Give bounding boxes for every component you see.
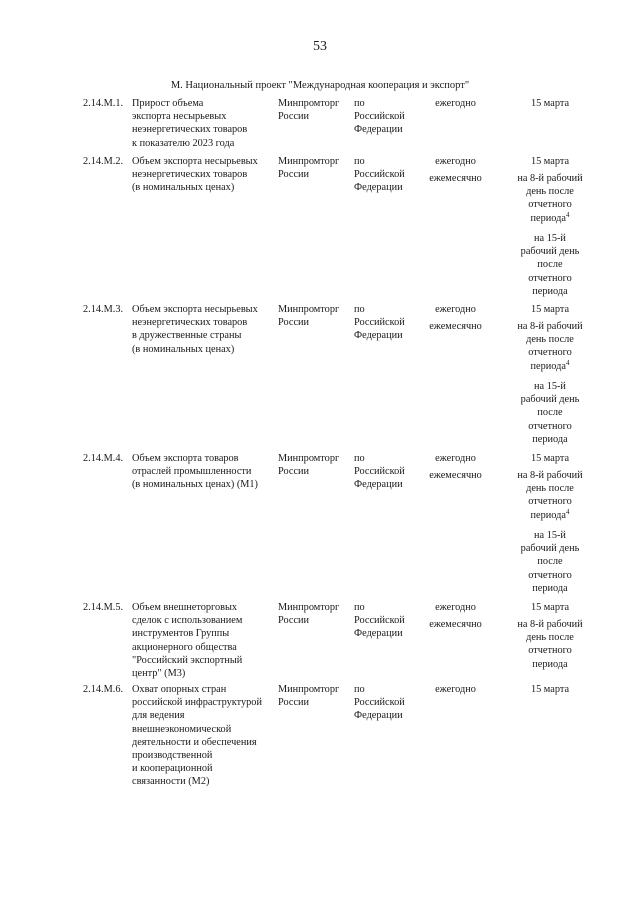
submission-deadline-line: 15 марта xyxy=(530,453,570,464)
submission-deadline-line: после xyxy=(537,259,563,271)
submission-deadline-line: 15 марта xyxy=(530,684,570,695)
submission-deadline-line: 15 марта xyxy=(530,156,570,167)
submission-deadline-line: 15 марта xyxy=(530,602,570,613)
reporting-frequency: ежегодно xyxy=(435,156,476,167)
submission-deadline xyxy=(487,303,613,316)
geographic-level-line: Федерации xyxy=(354,124,403,136)
indicator-name-line: Объем экспорта несырьевых xyxy=(132,304,258,315)
indicator-name xyxy=(132,452,274,492)
reporting-frequency xyxy=(424,232,487,298)
indicator-name-line: Объем экспорта товаров xyxy=(132,453,239,464)
submission-deadline-line: день после xyxy=(526,334,574,346)
responsible-agency-line: Минпромторг xyxy=(278,602,340,613)
submission-deadline-line: периода xyxy=(532,285,568,297)
geographic-level xyxy=(354,155,424,195)
submission-deadline-line: день после xyxy=(526,186,574,198)
submission-deadline-line: после xyxy=(537,556,563,568)
submission-deadline xyxy=(487,320,613,373)
submission-deadline-line: отчетного xyxy=(528,272,572,284)
submission-deadline xyxy=(487,232,613,298)
indicator-name-line: неэнергетических товаров xyxy=(132,317,248,329)
indicator-name-line: Объем внешнеторговых xyxy=(132,602,238,613)
indicator-name-line: (в номинальных ценах) xyxy=(132,343,235,355)
responsible-agency-line: Минпромторг xyxy=(278,156,340,167)
indicator-name-line: акционерного общества xyxy=(132,641,237,653)
responsible-agency-line: Минпромторг xyxy=(278,98,340,109)
footnote-marker: 4 xyxy=(565,210,570,219)
geographic-level-line: по xyxy=(354,453,365,464)
indicator-code: 2.14.М.4. xyxy=(83,453,124,464)
submission-deadline-line: периода xyxy=(532,582,568,594)
responsible-agency-line: России xyxy=(278,466,310,478)
reporting-period xyxy=(424,303,613,316)
reporting-frequency: ежегодно xyxy=(435,602,476,613)
submission-deadline-line: отчетного xyxy=(528,420,572,432)
geographic-level-line: Федерации xyxy=(354,182,403,194)
indicator-name xyxy=(132,601,274,680)
reporting-period xyxy=(424,320,613,373)
submission-deadline xyxy=(487,469,613,522)
submission-deadline-line: 15 марта xyxy=(530,304,570,315)
submission-deadline-line: на 8-й рабочий xyxy=(517,173,583,184)
responsible-agency-line: России xyxy=(278,697,310,709)
reporting-period xyxy=(424,601,613,614)
reporting-period xyxy=(424,618,613,671)
responsible-agency xyxy=(278,452,350,478)
geographic-level xyxy=(354,683,424,723)
indicator-name-line: для ведения xyxy=(132,710,185,722)
responsible-agency-line: России xyxy=(278,317,310,329)
reporting-period xyxy=(424,683,613,696)
responsible-agency-line: Минпромторг xyxy=(278,684,340,695)
submission-deadline xyxy=(487,380,613,446)
responsible-agency xyxy=(278,303,350,329)
footnote-marker: 4 xyxy=(565,507,570,516)
geographic-level xyxy=(354,97,424,137)
submission-deadline-line: на 15-й xyxy=(534,530,566,541)
submission-deadline xyxy=(487,97,613,110)
submission-deadline-line: отчетного xyxy=(528,496,572,508)
footnote-marker: 4 xyxy=(565,358,570,367)
geographic-level-line: Российской xyxy=(354,169,405,181)
indicator-name xyxy=(132,155,274,195)
submission-deadline xyxy=(487,155,613,168)
indicator-code: 2.14.М.1. xyxy=(83,98,124,109)
submission-deadline-line: 15 марта xyxy=(530,98,570,109)
section-heading: М. Национальный проект "Международная кооперация и экспорт" xyxy=(170,80,470,91)
indicator-name-line: неэнергетических товаров xyxy=(132,124,248,136)
submission-deadline-line: отчетного xyxy=(528,199,572,211)
indicator-name-line: в дружественные страны xyxy=(132,330,242,342)
responsible-agency-line: России xyxy=(278,111,310,123)
submission-deadline-line: отчетного xyxy=(528,569,572,581)
submission-deadline-line: отчетного xyxy=(528,645,572,657)
reporting-frequency: ежегодно xyxy=(435,453,476,464)
responsible-agency-line: Минпромторг xyxy=(278,304,340,315)
indicator-code: 2.14.М.5. xyxy=(83,602,124,613)
indicator-name-line: производственной xyxy=(132,750,213,762)
responsible-agency-line: Минпромторг xyxy=(278,453,340,464)
responsible-agency-line: России xyxy=(278,169,310,181)
reporting-frequency: ежегодно xyxy=(435,98,476,109)
geographic-level xyxy=(354,452,424,492)
indicator-name-line: отраслей промышленности xyxy=(132,466,252,478)
indicator-name-line: российской инфраструктурой xyxy=(132,697,262,709)
indicator-name-line: центр" (М3) xyxy=(132,668,186,680)
indicator-name-line: и кооперационной xyxy=(132,763,213,775)
responsible-agency xyxy=(278,601,350,627)
submission-deadline-line: на 15-й xyxy=(534,381,566,392)
geographic-level xyxy=(354,303,424,343)
indicator-name-line: внешнеэкономической xyxy=(132,723,232,735)
geographic-level xyxy=(354,601,424,641)
reporting-period xyxy=(424,97,613,110)
indicator-name-line: экспорта несырьевых xyxy=(132,111,227,123)
geographic-level-line: Федерации xyxy=(354,330,403,342)
geographic-level-line: по xyxy=(354,304,365,315)
submission-deadline xyxy=(487,452,613,465)
submission-deadline-line: периода xyxy=(532,658,568,670)
submission-deadline xyxy=(487,683,613,696)
reporting-period xyxy=(424,380,613,446)
geographic-level-line: по xyxy=(354,156,365,167)
submission-deadline-line: день после xyxy=(526,483,574,495)
reporting-frequency: ежегодно xyxy=(435,684,476,695)
indicator-name-line: сделок с использованием xyxy=(132,615,243,627)
responsible-agency xyxy=(278,683,350,709)
submission-deadline xyxy=(487,172,613,225)
geographic-level-line: Российской xyxy=(354,466,405,478)
geographic-level-line: Федерации xyxy=(354,479,403,491)
reporting-period xyxy=(424,155,613,168)
submission-deadline-line: периода$^4$ xyxy=(530,507,570,521)
reporting-frequency: ежегодно xyxy=(435,304,476,315)
indicator-name-line: Охват опорных стран xyxy=(132,684,227,695)
indicator-name-line: Прирост объема xyxy=(132,98,204,109)
indicator-name-line: к показателю 2023 года xyxy=(132,137,235,149)
indicator-name-line: деятельности и обеспечения xyxy=(132,736,257,748)
geographic-level-line: Российской xyxy=(354,615,405,627)
reporting-frequency: ежемесячно xyxy=(429,321,482,332)
reporting-period xyxy=(424,469,613,522)
submission-deadline xyxy=(487,529,613,595)
indicator-name xyxy=(132,683,274,789)
indicator-name-line: Объем экспорта несырьевых xyxy=(132,156,258,167)
reporting-period xyxy=(424,452,613,465)
submission-deadline-line: отчетного xyxy=(528,347,572,359)
indicator-code: 2.14.М.6. xyxy=(83,684,124,695)
indicator-code: 2.14.М.3. xyxy=(83,304,124,315)
submission-deadline-line: на 8-й рабочий xyxy=(517,321,583,332)
responsible-agency xyxy=(278,155,350,181)
geographic-level-line: Российской xyxy=(354,697,405,709)
reporting-frequency: ежемесячно xyxy=(429,173,482,184)
reporting-period xyxy=(424,172,613,225)
indicator-name-line: инструментов Группы xyxy=(132,628,230,640)
indicator-name xyxy=(132,303,274,356)
submission-deadline-line: на 8-й рабочий xyxy=(517,619,583,630)
submission-deadline-line: рабочий день xyxy=(520,543,580,555)
submission-deadline-line: рабочий день xyxy=(520,246,580,258)
geographic-level-line: Федерации xyxy=(354,710,403,722)
submission-deadline xyxy=(487,601,613,614)
responsible-agency xyxy=(278,97,350,123)
submission-deadline xyxy=(487,618,613,671)
page-number: 53 xyxy=(313,39,327,54)
indicator-code: 2.14.М.2. xyxy=(83,156,124,167)
reporting-period xyxy=(424,232,613,298)
indicator-name-line: связанности (М2) xyxy=(132,776,210,788)
reporting-frequency: ежемесячно xyxy=(429,470,482,481)
indicator-name xyxy=(132,97,274,150)
submission-deadline-line: периода$^4$ xyxy=(530,210,570,224)
indicator-name-line: (в номинальных ценах) (М1) xyxy=(132,479,258,491)
reporting-frequency xyxy=(424,529,487,595)
responsible-agency-line: России xyxy=(278,615,310,627)
indicator-name-line: "Российский экспортный xyxy=(132,654,243,666)
geographic-level-line: Российской xyxy=(354,111,405,123)
reporting-frequency xyxy=(424,380,487,446)
submission-deadline-line: день после xyxy=(526,632,574,644)
indicator-name-line: (в номинальных ценах) xyxy=(132,182,235,194)
geographic-level-line: по xyxy=(354,98,365,109)
submission-deadline-line: периода xyxy=(532,433,568,445)
indicator-name-line: неэнергетических товаров xyxy=(132,169,248,181)
geographic-level-line: Российской xyxy=(354,317,405,329)
geographic-level-line: по xyxy=(354,684,365,695)
submission-deadline-line: рабочий день xyxy=(520,394,580,406)
reporting-period xyxy=(424,529,613,595)
submission-deadline-line: на 8-й рабочий xyxy=(517,470,583,481)
submission-deadline-line: на 15-й xyxy=(534,233,566,244)
reporting-frequency: ежемесячно xyxy=(429,619,482,630)
submission-deadline-line: периода$^4$ xyxy=(530,358,570,372)
geographic-level-line: по xyxy=(354,602,365,613)
submission-deadline-line: после xyxy=(537,407,563,419)
geographic-level-line: Федерации xyxy=(354,628,403,640)
